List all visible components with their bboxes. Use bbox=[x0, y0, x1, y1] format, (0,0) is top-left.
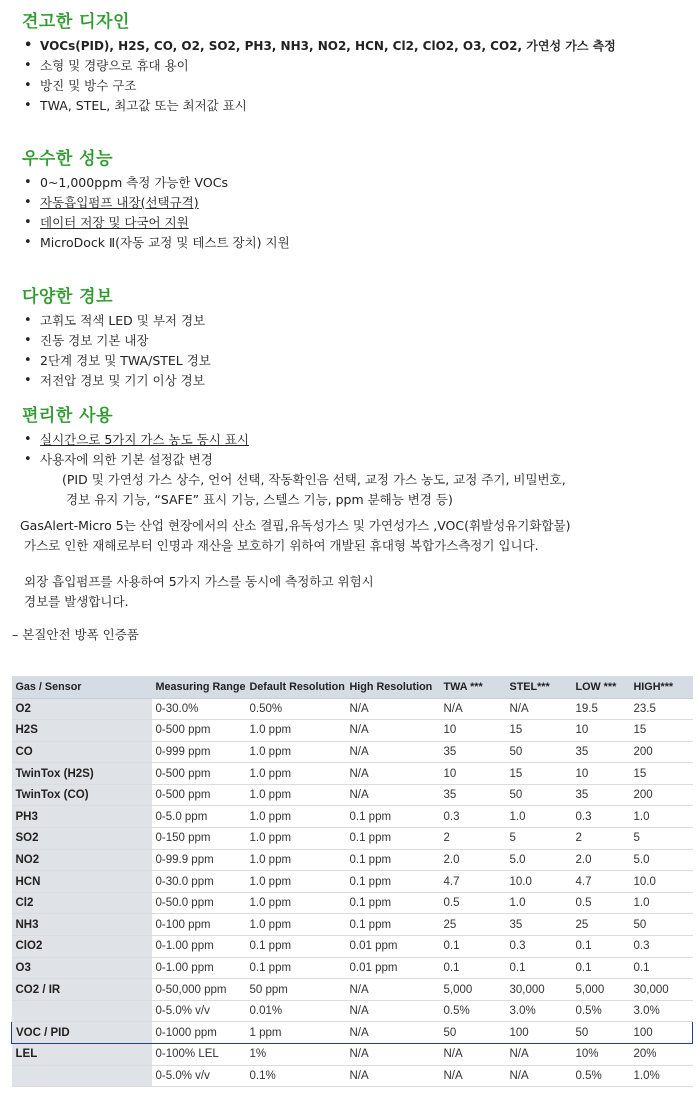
table-cell: 0-500 ppm bbox=[152, 763, 246, 785]
table-cell: 0.1 ppm bbox=[346, 828, 440, 850]
table-cell: 1.0 ppm bbox=[246, 828, 346, 850]
table-cell: 100 bbox=[506, 1022, 572, 1044]
list-item: • 소형 및 경량으로 휴대 용이 bbox=[22, 56, 692, 76]
table-cell: 2.0 bbox=[572, 849, 630, 871]
table-cell: 5 bbox=[506, 828, 572, 850]
table-cell: 0.1 bbox=[572, 936, 630, 958]
table-cell: 1.0 bbox=[506, 806, 572, 828]
table-cell: 0.1 bbox=[440, 936, 506, 958]
table-cell: 0.1% bbox=[246, 1065, 346, 1087]
table-row bbox=[12, 698, 693, 720]
table-cell: N/A bbox=[346, 763, 440, 785]
list-item: • 0~1,000ppm 측정 가능한 VOCs bbox=[22, 173, 692, 193]
table-cell: 0.5% bbox=[440, 1000, 506, 1022]
table-cell: 1.0 ppm bbox=[246, 849, 346, 871]
table-cell: 50 ppm bbox=[246, 979, 346, 1001]
settings-detail-line: 경보 유지 기능, “SAFE” 표시 기능, 스텔스 기능, ppm 분해능 변경 등) bbox=[66, 492, 453, 507]
list-item: • 사용자에 의한 기본 설정값 변경 bbox=[22, 450, 692, 470]
gas-name-cell: NH3 bbox=[12, 914, 152, 936]
table-cell: 10 bbox=[572, 720, 630, 742]
gas-name-cell: TwinTox (H2S) bbox=[12, 763, 152, 785]
table-cell: 0.3 bbox=[506, 936, 572, 958]
table-row bbox=[12, 936, 693, 958]
table-cell: 0-150 ppm bbox=[152, 828, 246, 850]
table-cell: 1.0 ppm bbox=[246, 741, 346, 763]
table-cell: 4.7 bbox=[440, 871, 506, 893]
section-rugged-design bbox=[22, 10, 692, 116]
table-cell: 0.5 bbox=[572, 892, 630, 914]
table-cell: 5.0 bbox=[630, 849, 693, 871]
table-cell: 5,000 bbox=[440, 979, 506, 1001]
table-cell: 30,000 bbox=[630, 979, 693, 1001]
list-item: • 2단계 경보 및 TWA/STEL 경보 bbox=[22, 351, 692, 371]
table-cell: 0-999 ppm bbox=[152, 741, 246, 763]
header-default-resolution: Default Resolution bbox=[246, 676, 346, 698]
table-cell: N/A bbox=[346, 741, 440, 763]
product-description bbox=[12, 516, 692, 556]
table-cell: 0-1.00 ppm bbox=[152, 936, 246, 958]
list-item: • 자동흡입펌프 내장(선택규격) bbox=[22, 193, 692, 213]
gas-name-cell bbox=[12, 1000, 152, 1022]
table-cell: 35 bbox=[440, 784, 506, 806]
section-performance bbox=[22, 147, 692, 253]
table-cell: 0.1 ppm bbox=[346, 892, 440, 914]
table-cell: 50 bbox=[506, 784, 572, 806]
table-cell: 0.5% bbox=[572, 1065, 630, 1087]
table-cell: 50 bbox=[572, 1022, 630, 1044]
gas-name-cell: CO bbox=[12, 741, 152, 763]
table-cell: 15 bbox=[630, 720, 693, 742]
table-cell: 35 bbox=[506, 914, 572, 936]
certification-note bbox=[12, 625, 692, 645]
gas-name-cell: Cl2 bbox=[12, 892, 152, 914]
table-cell: 35 bbox=[572, 741, 630, 763]
table-row bbox=[12, 828, 693, 850]
table-row bbox=[12, 849, 693, 871]
table-cell: N/A bbox=[346, 1000, 440, 1022]
table-row bbox=[12, 741, 693, 763]
table-cell: N/A bbox=[346, 979, 440, 1001]
table-cell: 0.1 bbox=[440, 957, 506, 979]
table-cell: 1.0% bbox=[630, 1065, 693, 1087]
table-cell: 0-1000 ppm bbox=[152, 1022, 246, 1044]
bullet-list bbox=[22, 311, 692, 391]
list-item: • VOCs(PID), H2S, CO, O2, SO2, PH3, NH3, NO2, HCN, Cl2, ClO2, O3, CO2, 가연성 가스 측정 bbox=[22, 36, 692, 56]
description-line bbox=[12, 516, 692, 536]
table-cell: 0.1 ppm bbox=[246, 936, 346, 958]
table-cell: 15 bbox=[630, 763, 693, 785]
table-cell: 10% bbox=[572, 1044, 630, 1066]
table-cell: 1.0 ppm bbox=[246, 871, 346, 893]
list-item: • TWA, STEL, 최고값 또는 최저값 표시 bbox=[22, 96, 692, 116]
table-cell: 1.0 bbox=[506, 892, 572, 914]
description-line: 경보를 발생합니다. bbox=[24, 594, 129, 609]
table-row bbox=[12, 1065, 693, 1087]
header-gas-sensor: Gas / Sensor bbox=[12, 676, 152, 698]
description-line: 가스로 인한 재해로부터 인명과 재산을 보호하기 위하여 개발된 휴대형 복합가스측정기 입니다. bbox=[24, 538, 539, 553]
sensor-spec-table bbox=[11, 676, 692, 1088]
table-cell: 5,000 bbox=[572, 979, 630, 1001]
header-twa: TWA *** bbox=[440, 676, 506, 698]
table-cell: 0.1 bbox=[572, 957, 630, 979]
gas-name-cell: O2 bbox=[12, 698, 152, 720]
gas-name-cell: LEL bbox=[12, 1044, 152, 1066]
table-cell: 0.01 ppm bbox=[346, 936, 440, 958]
table-cell: 1.0 ppm bbox=[246, 763, 346, 785]
header-high-resolution: High Resolution bbox=[346, 676, 440, 698]
table-cell: 23.5 bbox=[630, 698, 693, 720]
table-cell: 2 bbox=[572, 828, 630, 850]
table-cell: 3.0% bbox=[506, 1000, 572, 1022]
table-cell: 0-500 ppm bbox=[152, 784, 246, 806]
table-row bbox=[12, 1022, 693, 1044]
section-convenience bbox=[22, 404, 692, 510]
table-cell: 2.0 bbox=[440, 849, 506, 871]
table-cell: 10 bbox=[440, 720, 506, 742]
table-cell: 0.1 ppm bbox=[346, 849, 440, 871]
table-cell: N/A bbox=[440, 698, 506, 720]
pump-description bbox=[12, 572, 692, 612]
table-row bbox=[12, 806, 693, 828]
table-cell: 2 bbox=[440, 828, 506, 850]
header-measuring-range: Measuring Range bbox=[152, 676, 246, 698]
gas-name-cell: SO2 bbox=[12, 828, 152, 850]
table-cell: 1.0 ppm bbox=[246, 806, 346, 828]
table-cell: 0.50% bbox=[246, 698, 346, 720]
table-header-row bbox=[12, 676, 693, 698]
description-line: 외장 흡입펌프를 사용하여 5가지 가스를 동시에 측정하고 위험시 bbox=[24, 574, 374, 589]
section-title: 편리한 사용 bbox=[22, 406, 114, 426]
table-cell: N/A bbox=[346, 1065, 440, 1087]
table-cell: 50 bbox=[630, 914, 693, 936]
table-cell: 5 bbox=[630, 828, 693, 850]
table-cell: N/A bbox=[346, 1022, 440, 1044]
table-row bbox=[12, 914, 693, 936]
table-cell: 0.01 ppm bbox=[346, 957, 440, 979]
list-item: • MicroDock Ⅱ(자동 교정 및 테스트 장치) 지원 bbox=[22, 233, 692, 253]
gas-name-cell: NO2 bbox=[12, 849, 152, 871]
section-alarms bbox=[22, 285, 692, 391]
table-cell: 3.0% bbox=[630, 1000, 693, 1022]
table-cell: 1.0 ppm bbox=[246, 784, 346, 806]
table-cell: 0.3 bbox=[440, 806, 506, 828]
table-cell: 0-50.0 ppm bbox=[152, 892, 246, 914]
section-title: 우수한 성능 bbox=[22, 149, 114, 169]
table-row bbox=[12, 871, 693, 893]
gas-name-cell bbox=[12, 1065, 152, 1087]
table-cell: 30,000 bbox=[506, 979, 572, 1001]
table-cell: N/A bbox=[506, 1044, 572, 1066]
bullet-list bbox=[22, 36, 692, 116]
table-cell: 10 bbox=[572, 763, 630, 785]
table-cell: 35 bbox=[572, 784, 630, 806]
header-high: HIGH*** bbox=[630, 676, 693, 698]
table-cell: 0-5.0% v/v bbox=[152, 1000, 246, 1022]
table-cell: 1.0 ppm bbox=[246, 914, 346, 936]
gas-name-cell: O3 bbox=[12, 957, 152, 979]
table-cell: 0.1 ppm bbox=[246, 957, 346, 979]
table-cell: 10 bbox=[440, 763, 506, 785]
table-cell: N/A bbox=[346, 698, 440, 720]
table-row bbox=[12, 957, 693, 979]
table-row bbox=[12, 763, 693, 785]
table-cell: 0.3 bbox=[572, 806, 630, 828]
bullet-list bbox=[22, 173, 692, 253]
list-item: • 저전압 경보 및 기기 이상 경보 bbox=[22, 371, 692, 391]
description-text: 는 산업 현장에서의 산소 결핍,유독성가스 및 가연성가스 ,VOC(휘발성유기화합물) bbox=[123, 518, 571, 533]
table-cell: 5.0 bbox=[506, 849, 572, 871]
table-cell: 35 bbox=[440, 741, 506, 763]
table-cell: 10.0 bbox=[506, 871, 572, 893]
table-cell: 0-50,000 ppm bbox=[152, 979, 246, 1001]
table-cell: 0-500 ppm bbox=[152, 720, 246, 742]
table-cell: 0-99.9 ppm bbox=[152, 849, 246, 871]
table-row bbox=[12, 1044, 693, 1066]
table-cell: N/A bbox=[506, 698, 572, 720]
table-row bbox=[12, 784, 693, 806]
table-cell: 0.1 bbox=[506, 957, 572, 979]
table-cell: 1.0 bbox=[630, 806, 693, 828]
table-cell: 0.1 bbox=[630, 957, 693, 979]
table-cell: N/A bbox=[440, 1044, 506, 1066]
table-cell: 1 ppm bbox=[246, 1022, 346, 1044]
settings-detail-line: (PID 및 가연성 가스 상수, 언어 선택, 작동확인음 선택, 교정 가스 농도, 교정 주기, 비밀번호, bbox=[62, 472, 566, 487]
list-item: • 진동 경보 기본 내장 bbox=[22, 331, 692, 351]
product-name: GasAlert-Micro 5 bbox=[20, 518, 124, 533]
table-cell: 50 bbox=[440, 1022, 506, 1044]
table-cell: 0.3 bbox=[630, 936, 693, 958]
list-item: • 실시간으로 5가지 가스 농도 동시 표시 bbox=[22, 430, 692, 450]
bullet-list bbox=[22, 430, 692, 470]
gas-name-cell: CO2 / IR bbox=[12, 979, 152, 1001]
table-cell: 0.5% bbox=[572, 1000, 630, 1022]
table-cell: 50 bbox=[506, 741, 572, 763]
gas-name-cell: H2S bbox=[12, 720, 152, 742]
table-cell: 15 bbox=[506, 763, 572, 785]
table-row bbox=[12, 979, 693, 1001]
gas-name-cell: HCN bbox=[12, 871, 152, 893]
gas-name-cell: ClO2 bbox=[12, 936, 152, 958]
table-cell: 4.7 bbox=[572, 871, 630, 893]
table-cell: 0-100% LEL bbox=[152, 1044, 246, 1066]
list-item: • 고휘도 적색 LED 및 부저 경보 bbox=[22, 311, 692, 331]
table-cell: 0.01% bbox=[246, 1000, 346, 1022]
table-cell: N/A bbox=[506, 1065, 572, 1087]
table-cell: 200 bbox=[630, 741, 693, 763]
table-cell: N/A bbox=[346, 720, 440, 742]
table-row bbox=[12, 892, 693, 914]
table-cell: 100 bbox=[630, 1022, 693, 1044]
table-cell: 25 bbox=[440, 914, 506, 936]
table-cell: 0.1 ppm bbox=[346, 806, 440, 828]
table-cell: 0.1 ppm bbox=[346, 914, 440, 936]
header-stel: STEL*** bbox=[506, 676, 572, 698]
table-cell: 19.5 bbox=[572, 698, 630, 720]
section-title: 다양한 경보 bbox=[22, 287, 114, 307]
table-cell: 0.1 ppm bbox=[346, 871, 440, 893]
table-cell: 0-30.0 ppm bbox=[152, 871, 246, 893]
table-cell: 0-1.00 ppm bbox=[152, 957, 246, 979]
list-item: • 방진 및 방수 구조 bbox=[22, 76, 692, 96]
table-cell: 0-5.0% v/v bbox=[152, 1065, 246, 1087]
gas-name-cell: VOC / PID bbox=[12, 1022, 152, 1044]
table-cell: 0-5.0 ppm bbox=[152, 806, 246, 828]
table-cell: 1.0 ppm bbox=[246, 892, 346, 914]
table-cell: 0-30.0% bbox=[152, 698, 246, 720]
table-cell: 200 bbox=[630, 784, 693, 806]
table-cell: 1.0 bbox=[630, 892, 693, 914]
description-line: – 본질안전 방폭 인증품 bbox=[12, 627, 139, 642]
table-cell: N/A bbox=[440, 1065, 506, 1087]
header-low: LOW *** bbox=[572, 676, 630, 698]
table-cell: 25 bbox=[572, 914, 630, 936]
table-cell: N/A bbox=[346, 1044, 440, 1066]
table-row bbox=[12, 720, 693, 742]
table-row bbox=[12, 1000, 693, 1022]
table-cell: 0.5 bbox=[440, 892, 506, 914]
section-title: 견고한 디자인 bbox=[22, 12, 130, 32]
table-cell: 15 bbox=[506, 720, 572, 742]
list-item: • 데이터 저장 및 다국어 지원 bbox=[22, 213, 692, 233]
gas-name-cell: PH3 bbox=[12, 806, 152, 828]
gas-name-cell: TwinTox (CO) bbox=[12, 784, 152, 806]
table-cell: 10.0 bbox=[630, 871, 693, 893]
table-cell: 1% bbox=[246, 1044, 346, 1066]
table-cell: 20% bbox=[630, 1044, 693, 1066]
table-cell: N/A bbox=[346, 784, 440, 806]
table-cell: 0-100 ppm bbox=[152, 914, 246, 936]
table-cell: 1.0 ppm bbox=[246, 720, 346, 742]
